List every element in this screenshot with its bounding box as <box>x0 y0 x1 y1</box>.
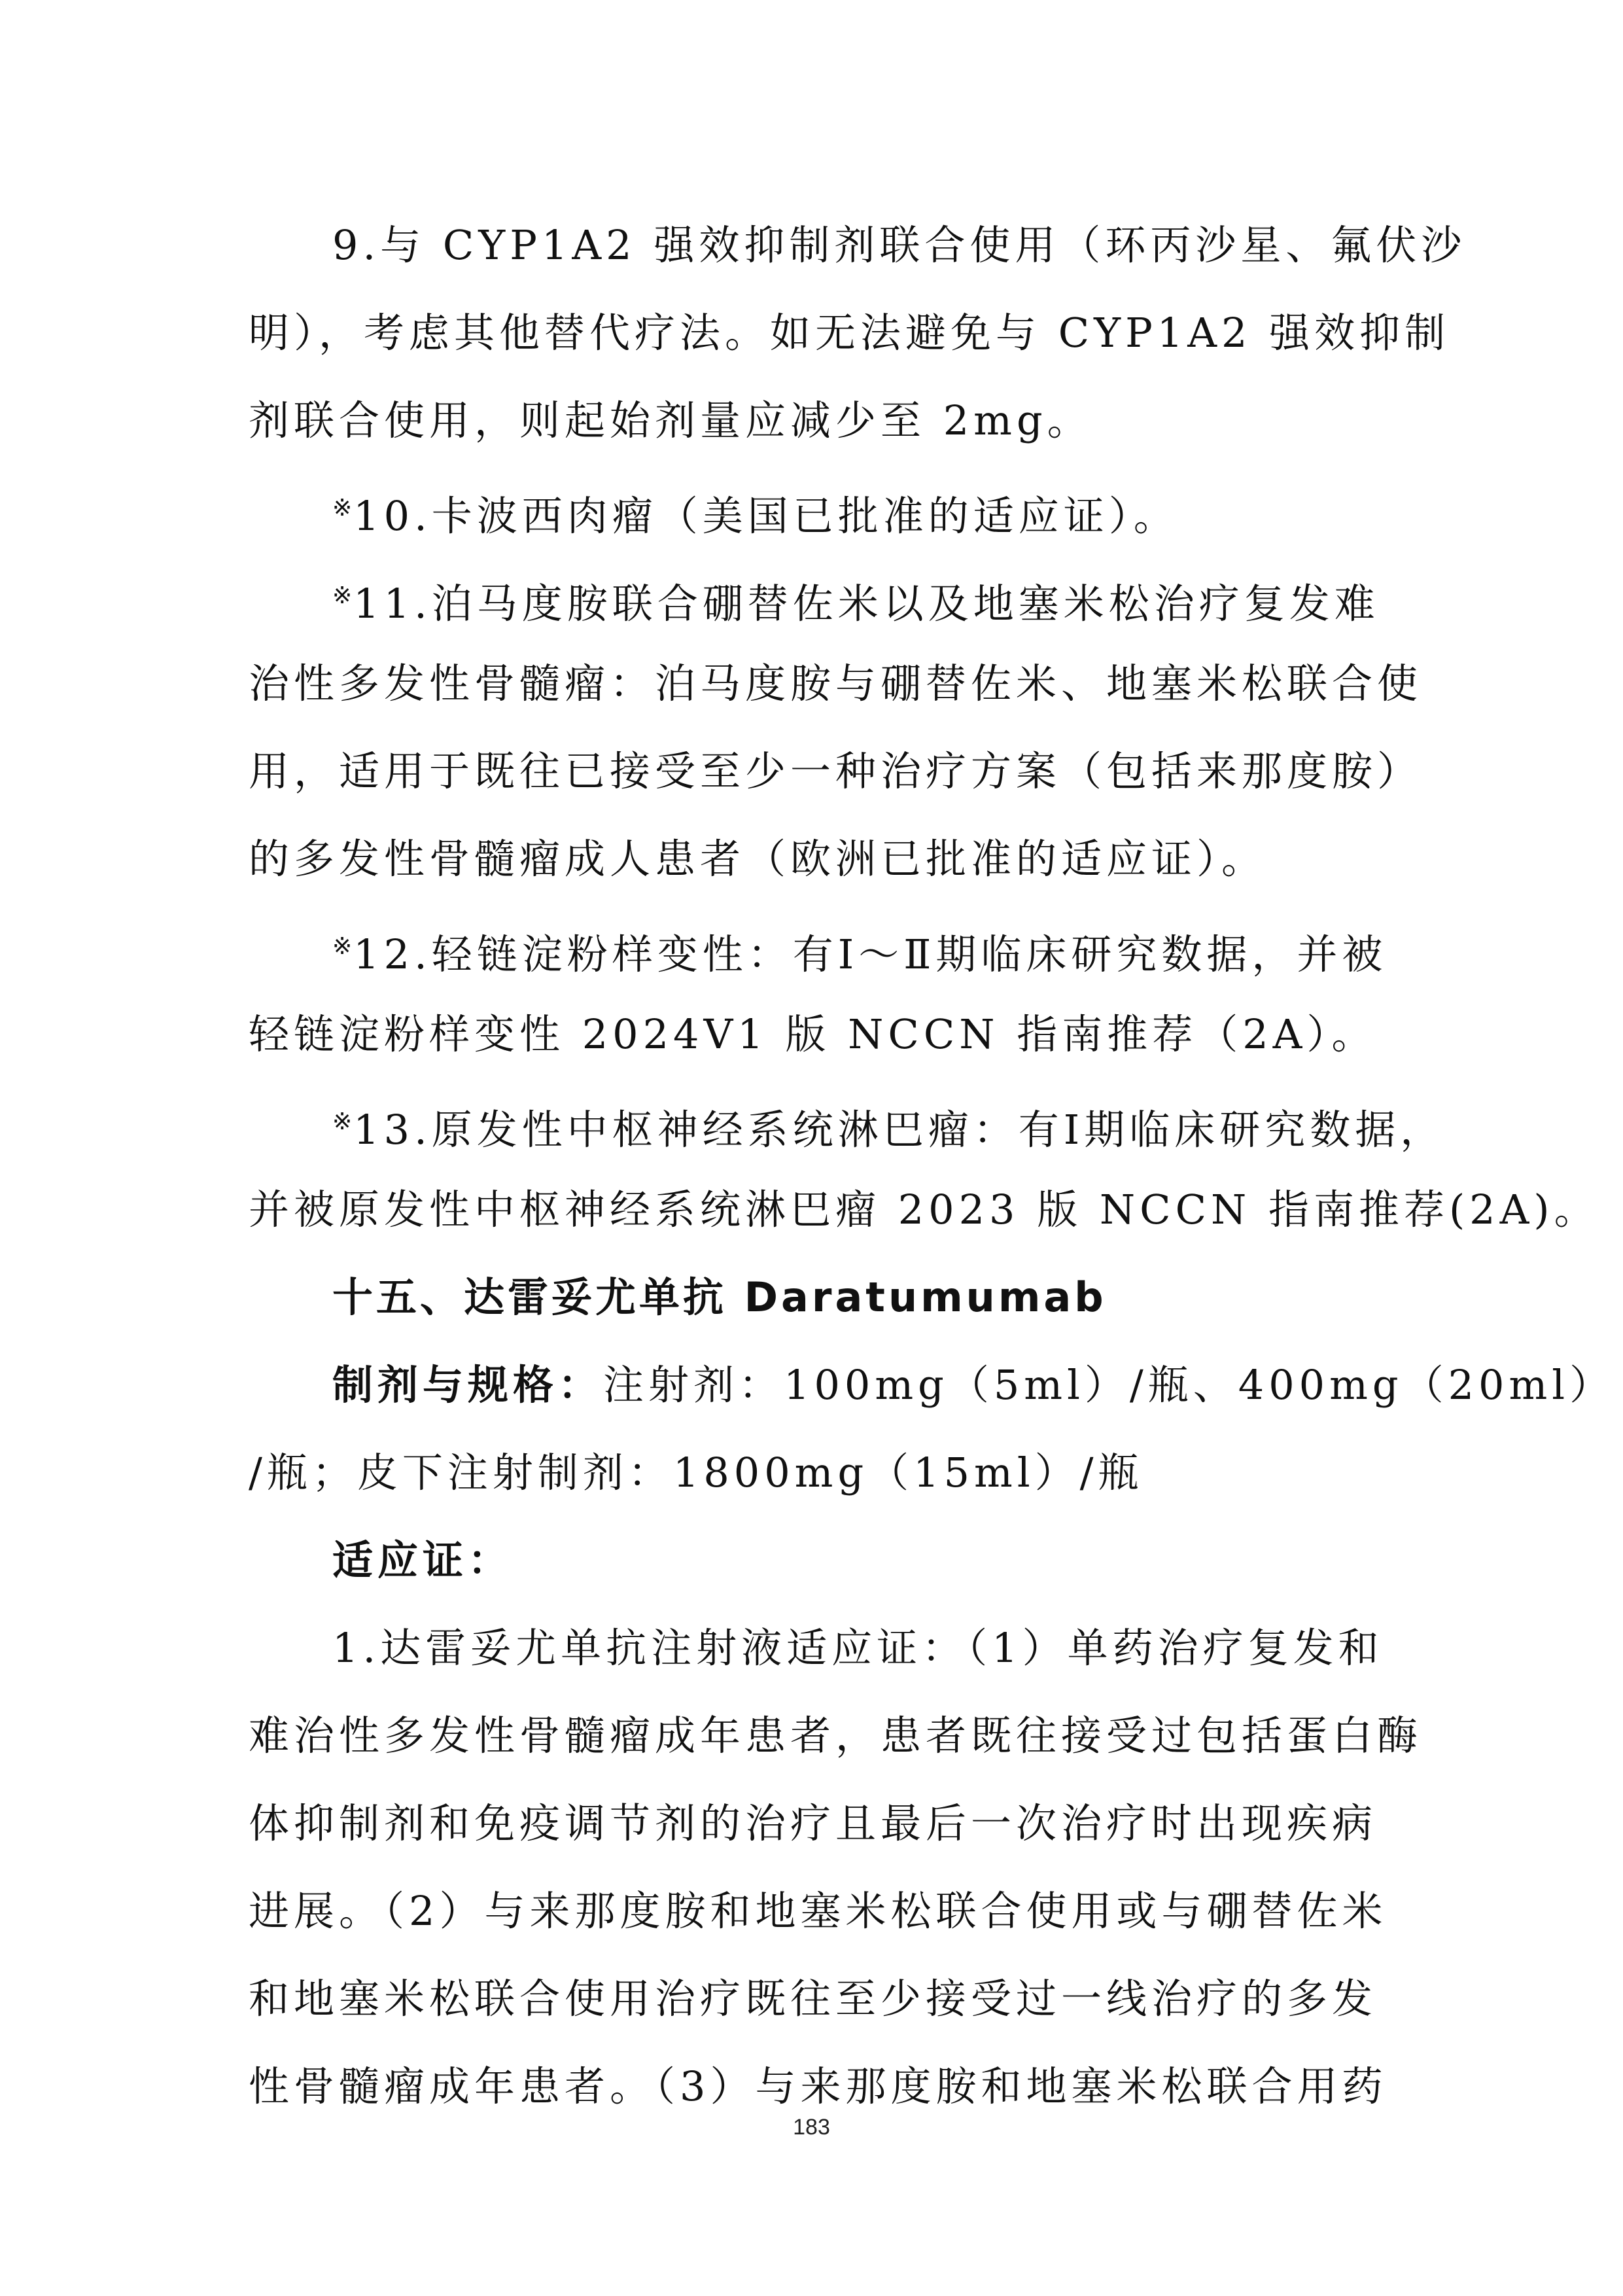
page-body <box>249 202 1615 2130</box>
text-line: 剂联合使用，则起始剂量应减少至 2mg。 <box>249 397 1092 444</box>
note-mark: ※ <box>332 1108 353 1135</box>
text-line: 9.与 CYP1A2 强效抑制剂联合使用（环丙沙星、氟伏沙 <box>332 221 1467 269</box>
text-line <box>249 1078 1446 1166</box>
note-mark: ※ <box>332 933 353 960</box>
text-line: 1.达雷妥尤单抗注射液适应证：（1）单药治疗复发和 <box>332 1624 1384 1672</box>
text-line: 性骨髓瘤成年患者。（3）与来那度胺和地塞米松联合用药 <box>249 2062 1387 2110</box>
note-mark: ※ <box>332 495 353 521</box>
spec-value: 注射剂：100mg（5ml）/瓶、400mg（20ml） <box>603 1361 1615 1409</box>
text-line-content: 11.泊马度胺联合硼替佐米以及地塞米松治疗复发难 <box>353 580 1380 627</box>
text-line: 轻链淀粉样变性 2024V1 版 NCCN 指南推荐（2A）。 <box>249 1010 1377 1058</box>
text-line: 体抑制剂和免疫调节剂的治疗且最后一次治疗时出现疾病 <box>249 1799 1378 1847</box>
page-number: 183 <box>793 2115 830 2140</box>
text-line: /瓶；皮下注射制剂：1800mg（15ml）/瓶 <box>249 1449 1143 1496</box>
text-line <box>249 465 1384 552</box>
text-line <box>249 903 1387 991</box>
text-line: 治性多发性骨髓瘤：泊马度胺与硼替佐米、地塞米松联合使 <box>249 660 1423 707</box>
text-line: 进展。（2）与来那度胺和地塞米松联合使用或与硼替佐米 <box>249 1887 1387 1935</box>
indications-label: 适应证： <box>332 1536 514 1584</box>
text-line-content: 12.轻链淀粉样变性：有Ⅰ～Ⅱ期临床研究数据，并被 <box>353 930 1387 978</box>
text-line: 和地塞米松联合使用治疗既往至少接受过一线治疗的多发 <box>249 1975 1378 2022</box>
text-line-content: 10.卡波西肉瘤（美国已批准的适应证）。 <box>353 492 1179 540</box>
text-line <box>249 552 1384 640</box>
text-line: 难治性多发性骨髓瘤成年患者，患者既往接受过包括蛋白酶 <box>249 1712 1423 1759</box>
text-line: 明），考虑其他替代疗法。如无法避免与 CYP1A2 强效抑制 <box>249 309 1450 357</box>
note-mark: ※ <box>332 582 353 609</box>
text-line: 并被原发性中枢神经系统淋巴瘤 2023 版 NCCN 指南推荐(2A)。 <box>249 1186 1599 1233</box>
text-line: 的多发性骨髓瘤成人患者（欧洲已批准的适应证）。 <box>249 835 1267 883</box>
text-line: 用，适用于既往已接受至少一种治疗方案（包括来那度胺） <box>249 747 1423 795</box>
spec-label: 制剂与规格： <box>332 1361 604 1409</box>
spec-line <box>249 1341 1615 1429</box>
text-line-content: 13.原发性中枢神经系统淋巴瘤：有Ⅰ期临床研究数据， <box>353 1106 1446 1154</box>
section-heading: 十五、达雷妥尤单抗 Daratumumab <box>332 1273 1107 1321</box>
